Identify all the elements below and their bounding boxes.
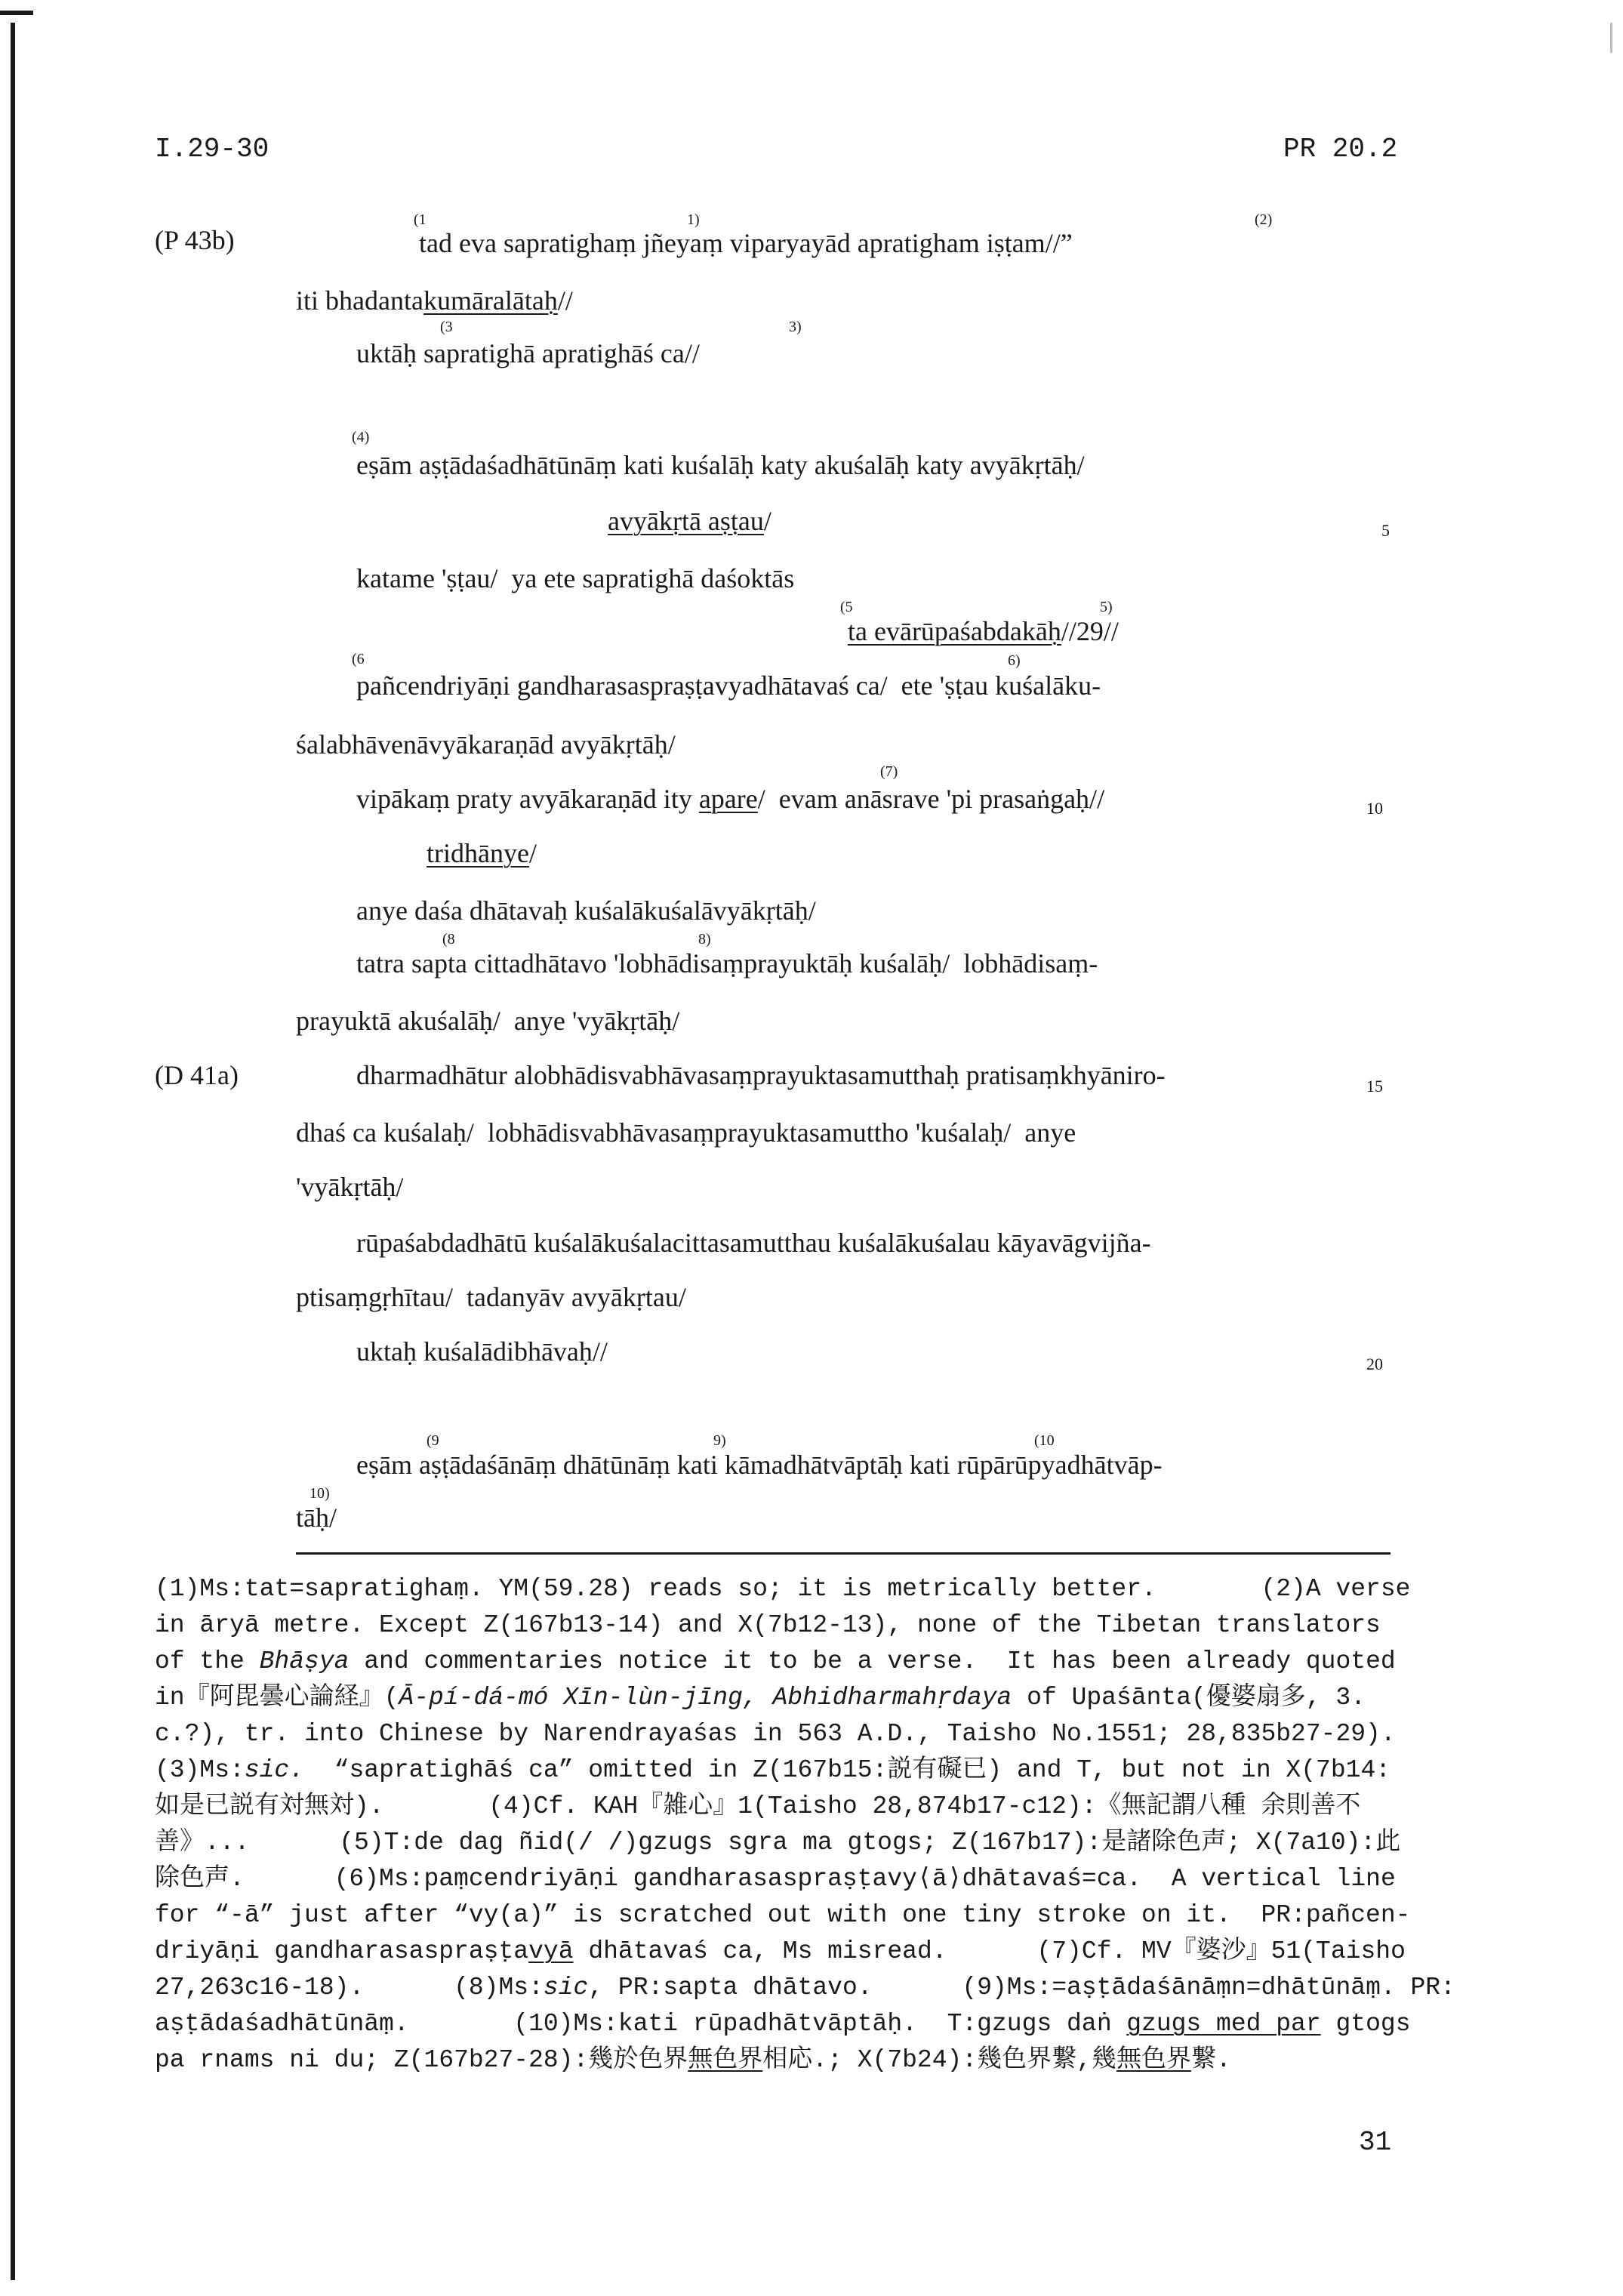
text-line: ptisaṃgṛhītau/ tadanyāv avyākṛtau/ [296,1282,686,1312]
text-line: pañcendriyāṇi gandharasaspraṣṭavyadhātavaś ca/ ete 'ṣṭau kuśalāku- [356,670,1101,701]
line-number: 20 [1366,1354,1383,1373]
footnote-marker: 3) [789,319,802,335]
footnote-marker: (8 [442,931,455,948]
text-span-underlined: tridhānye [427,838,529,868]
text-span-underlined: kumāralātaḥ [423,285,558,316]
footnote-line: (1)Ms:tat=sapratighaṃ. YM(59.28) reads so; it is metrically better. (2)A verse [155,1575,1411,1603]
line-number: 5 [1381,521,1390,540]
footnote-marker: (5 [840,599,853,615]
footnote-marker: 10) [310,1485,330,1502]
footnote-marker: (10 [1034,1432,1055,1449]
footnote-line: 除色声. (6)Ms:paṃcendriyāṇi gandharasaspraṣṭavy⟨ā⟩dhātavaś=ca. A vertical line [155,1865,1396,1893]
text-span: //29// [1061,616,1119,646]
text-span: pa rnams ni du; Z(167b27-28):幾於色界 [155,2046,688,2074]
text-line: uktaḥ kuśalādibhāvaḥ// [356,1336,608,1367]
footnote-line [155,1975,1455,2000]
text-line: eṣām aṣṭādaśānāṃ dhātūnāṃ kati kāmadhātvāptāḥ kati rūpārūpyadhātvāp- [356,1450,1163,1480]
footnote-marker: (9 [427,1432,439,1449]
footnote-line: for “-ā” just after “vy(a)” is scratched out with one tiny stroke on it. PR:pañcen- [155,1901,1411,1929]
text-span: 相応.; X(7b24):幾色界繋,幾 [762,2046,1116,2074]
footnote-line: 如是已説有対無対). (4)Cf. KAH『雑心』1(Taisho 28,874b17-c12):《無記謂八種 余則善不 [155,1792,1361,1820]
text-span: dhātavaś ca, Ms misread. (7)Cf. MV『婆沙』51(Taisho [573,1937,1406,1965]
footnote-marker: 1) [687,211,700,228]
text-span-italic: sic. [244,1756,305,1784]
text-span: vipākaṃ praty avyākaraṇād ity [356,784,699,814]
text-span: (3)Ms: [155,1756,245,1784]
text-span-underlined: avyākṛtā aṣṭau [608,506,764,536]
text-line: 'vyākṛtāḥ/ [296,1172,404,1202]
text-span: gtogs [1320,2010,1411,2038]
margin-mark [1610,23,1612,53]
footnote-marker: 8) [698,931,711,948]
footnote-line [155,1685,1366,1710]
text-span: / [528,838,537,868]
text-span: aṣṭādaśadhātūnāṃ. (10)Ms:kati rūpadhātvāptāḥ. T:gzugs daṅ [155,2010,1127,2038]
text-line: dharmadhātur alobhādisvabhāvasaṃprayuktasamutthaḥ pratisaṃkhyāniro- [356,1060,1166,1090]
footnote-marker: (4) [352,429,370,445]
text-line: uktāḥ sapratighā apratighāś ca// [356,338,700,368]
footnote-marker: 9) [713,1432,726,1449]
text-span-underlined: apare [698,784,758,814]
footnote-line: c.?), tr. into Chinese by Narendrayaśas in 563 A.D., Taisho No.1551; 28,835b27-29). [155,1720,1396,1748]
text-line: tāḥ/ [296,1502,337,1533]
margin-bracket-top [0,11,33,15]
text-span: driyāṇi gandharasaspraṣṭa [155,1937,529,1965]
footnote-line: in āryā metre. Except Z(167b13-14) and X(7b12-13), none of the Tibetan translators [155,1611,1381,1639]
margin-ref-p43b: (P 43b) [155,225,235,255]
text-line: tad eva sapratighaṃ jñeyaṃ viparyayād apratigham iṣṭam//” [419,228,1073,258]
text-span-underlined: 無色界 [1116,2046,1191,2074]
footnote-marker: (7) [880,763,898,780]
text-span: 繋. [1190,2046,1231,2074]
footnote-marker: 6) [1008,652,1021,669]
text-line [608,507,771,535]
text-span: of the [155,1647,260,1675]
text-line: eṣām aṣṭādaśadhātūnāṃ kati kuśalāḥ katy akuśalāḥ katy avyākṛtāḥ/ [356,450,1085,480]
footnote-marker: (3 [440,319,453,335]
text-span: of Upaśānta(優婆扇多, 3. [1012,1684,1366,1712]
text-span: // [557,285,573,316]
text-span-italic: Bhāṣya [259,1647,350,1675]
text-span: in『阿毘曇心論経』( [155,1684,399,1712]
text-line [356,785,1104,812]
footnote-line [155,1939,1406,1964]
footnote-marker: (6 [352,651,365,667]
footnote-rule [296,1552,1390,1555]
footnote-marker: (2) [1255,211,1273,228]
text-line: prayuktā akuśalāḥ/ anye 'vyākṛtāḥ/ [296,1006,680,1036]
footnote-marker: (1 [414,211,427,228]
text-line [296,287,573,314]
footnote-line [155,1758,1390,1783]
text-span: / [763,506,771,536]
page-number: 31 [1359,2127,1392,2158]
text-span-underlined: vyā [528,1937,574,1965]
text-span-underlined: gzugs med par [1126,2010,1321,2038]
text-line: tatra sapta cittadhātavo 'lobhādisaṃprayuktāḥ kuśalāḥ/ lobhādisaṃ- [356,948,1098,978]
margin-bracket-line [11,23,15,2280]
text-span: / evam anāsrave 'pi prasaṅgaḥ// [757,784,1105,814]
text-span: 27,263c16-18). (8)Ms: [155,1974,544,2002]
text-line: rūpaśabdadhātū kuśalākuśalacittasamutthau kuśalākuśalau kāyavāgvijña- [356,1228,1151,1258]
text-line: śalabhāvenāvyākaraṇād avyākṛtāḥ/ [296,729,676,760]
text-span: , PR:sapta dhātavo. (9)Ms:=aṣṭādaśānāṃn=dhātūnāṃ. PR: [588,1974,1455,2002]
text-span-italic: sic [543,1974,589,2002]
running-head-left: I.29-30 [155,134,269,165]
text-span: “sapratighāś ca” omitted in Z(167b15:説有礙已) and T, but not in X(7b14: [304,1756,1391,1784]
text-line [427,840,537,867]
margin-ref-d41a: (D 41a) [155,1060,239,1090]
text-span-underlined: 無色界 [688,2046,763,2074]
line-number: 15 [1366,1077,1383,1096]
footnote-line [155,2048,1231,2073]
text-span: iti bhadanta [296,285,423,316]
text-line: dhaś ca kuśalaḥ/ lobhādisvabhāvasaṃprayuktasamuttho 'kuśalaḥ/ anye [296,1117,1076,1148]
text-span: and commentaries notice it to be a verse. It has been already quoted [349,1647,1396,1675]
line-number: 10 [1366,799,1383,818]
footnote-line [155,2011,1411,2036]
footnote-marker: 5) [1100,599,1113,615]
text-line: anye daśa dhātavaḥ kuśalākuśalāvyākṛtāḥ/ [356,895,816,926]
text-span-underlined: ta evārūpaśabdakāḥ [848,616,1061,646]
running-head-right: PR 20.2 [1283,134,1398,165]
footnote-line: 善》... (5)T:de dag ñid(/ /)gzugs sgra ma gtogs; Z(167b17):是諸除色声; X(7a10):此 [155,1829,1401,1857]
text-line [848,618,1119,645]
footnote-line [155,1649,1396,1674]
text-line: katame 'ṣṭau/ ya ete sapratighā daśoktās [356,563,795,593]
text-span-italic: Ā-pí-dá-mó Xīn-lùn-jīng, Abhidharmahṛdaya [399,1684,1012,1712]
